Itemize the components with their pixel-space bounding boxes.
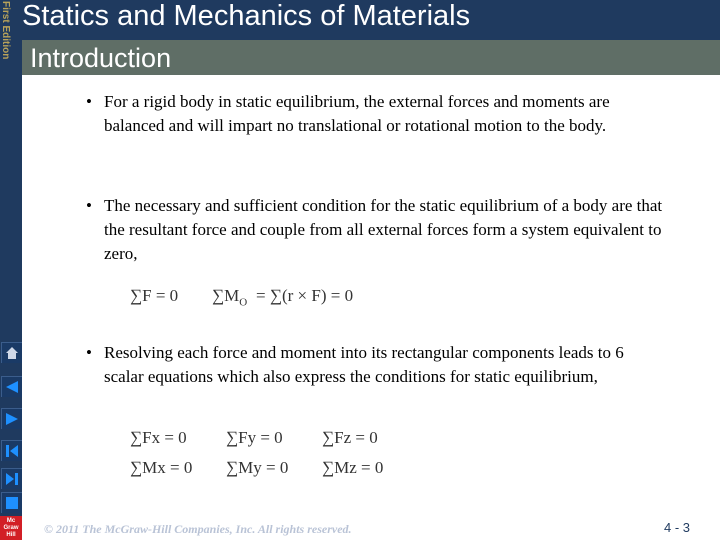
home-icon — [4, 345, 20, 361]
equation-subscript: O — [239, 296, 248, 309]
bullet-3 — [86, 341, 664, 389]
section-title: Introduction — [30, 43, 172, 73]
equation-fz: ∑Fz = 0 — [322, 428, 378, 447]
bullet-dot: • — [86, 343, 92, 362]
previous-icon — [4, 379, 20, 395]
equation-sum-forces: ∑F = 0 — [130, 286, 179, 305]
last-icon — [4, 471, 20, 487]
edition-text: First Edition — [0, 1, 11, 60]
equation-fy: ∑Fy = 0 — [226, 428, 283, 447]
end-icon — [4, 495, 20, 511]
title-bar — [22, 0, 720, 40]
equation-moment-cross: = ∑(r × F) = 0 — [256, 286, 354, 305]
next-slide-button[interactable] — [1, 408, 22, 429]
bullet-dot: • — [86, 92, 92, 111]
end-show-button[interactable] — [1, 492, 22, 513]
bullet-2 — [86, 194, 664, 266]
equation-mz: ∑Mz = 0 — [322, 458, 384, 477]
first-icon — [4, 443, 20, 459]
equation-sum-moments — [212, 286, 247, 308]
bullet-1 — [86, 90, 664, 138]
bullet-dot: • — [86, 196, 92, 215]
publisher-logo: Mc Graw Hill — [0, 516, 22, 540]
equation-mx: ∑Mx = 0 — [130, 458, 193, 477]
next-icon — [4, 411, 20, 427]
previous-slide-button[interactable] — [1, 376, 22, 397]
copyright-text: © 2011 The McGraw-Hill Companies, Inc. All rights reserved. — [44, 522, 352, 536]
home-button[interactable] — [1, 342, 22, 363]
section-bar — [22, 40, 720, 75]
sidebar — [0, 0, 22, 540]
last-slide-button[interactable] — [1, 468, 22, 489]
bullet-text: The necessary and sufficient condition for the static equilibrium of a body are that the resultant force and couple from all external forces form a system equivalent to zero, — [104, 196, 663, 263]
equation-sum-moments-symbol: ∑M — [212, 286, 240, 305]
bullet-text: Resolving each force and moment into its rectangular components leads to 6 scalar equations which also express the conditions for static equilibrium, — [104, 343, 624, 386]
equation-fx: ∑Fx = 0 — [130, 428, 187, 447]
edition-label — [0, 0, 22, 60]
page-title: Statics and Mechanics of Materials — [22, 0, 471, 32]
page-number: 4 - 3 — [664, 520, 691, 535]
bullet-text: For a rigid body in static equilibrium, the external forces and moments are balanced and will impart no translational or rotational motion to the body. — [104, 92, 610, 135]
equation-my: ∑My = 0 — [226, 458, 289, 477]
first-slide-button[interactable] — [1, 440, 22, 461]
